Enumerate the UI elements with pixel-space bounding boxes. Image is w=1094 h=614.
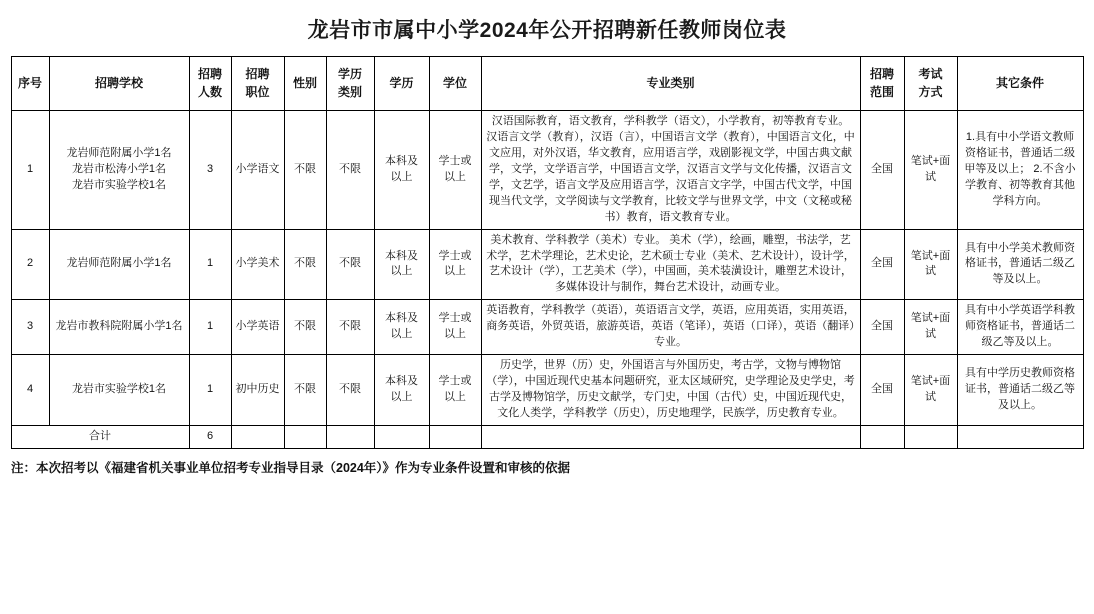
cell-category: 不限 bbox=[326, 111, 374, 230]
cell-sex: 不限 bbox=[284, 111, 326, 230]
total-blank-major bbox=[481, 425, 860, 448]
total-label: 合计 bbox=[11, 425, 189, 448]
header-other: 其它条件 bbox=[957, 57, 1083, 111]
header-scope-line2: 范围 bbox=[869, 84, 894, 99]
cell-seq: 3 bbox=[11, 300, 49, 355]
cell-exam: 笔试+面试 bbox=[904, 111, 957, 230]
total-number: 6 bbox=[189, 425, 231, 448]
school-name: 龙岩市教科院附属小学1名 bbox=[55, 320, 183, 333]
cell-number: 1 bbox=[189, 355, 231, 426]
header-scope bbox=[860, 57, 904, 111]
education-line2: 以上 bbox=[390, 328, 413, 341]
cell-major: 英语教育，学科教学（英语），英语语言文学，英语，应用英语，实用英语，商务英语，外贸英语，旅游英语，英语（笔译），英语（口译），英语（翻译）专业。 bbox=[481, 300, 860, 355]
footer-note: 注：本次招考以《福建省机关事业单位招考专业指导目录（2024年）》作为专业条件设置和审核的依据 bbox=[11, 460, 571, 475]
header-number bbox=[189, 57, 231, 111]
header-seq: 序号 bbox=[11, 57, 49, 111]
cell-other: 具有中小学美术教师资格证书，普通话二级乙等及以上。 bbox=[957, 229, 1083, 300]
header-scope-line1: 招聘 bbox=[869, 67, 894, 82]
degree-line2: 以上 bbox=[444, 328, 466, 341]
table-row bbox=[11, 229, 1083, 300]
header-number-line1: 招聘 bbox=[197, 67, 222, 82]
cell-exam: 笔试+面试 bbox=[904, 355, 957, 426]
total-blank-degree bbox=[429, 425, 481, 448]
cell-school bbox=[49, 355, 189, 426]
header-exam-line2: 方式 bbox=[918, 84, 943, 99]
cell-education bbox=[374, 300, 429, 355]
header-position-line1: 招聘 bbox=[245, 67, 270, 82]
cell-degree bbox=[429, 229, 481, 300]
cell-major: 美术教育、学科教学（美术）专业。 美术（学），绘画，雕塑，书法学，艺术学，艺术学理论，艺术史论，艺术硕士专业（美术、艺术设计），设计学，艺术设计（学），工艺美术（学），中国画，美术装潢设计，雕塑艺术设计，多媒体设计与制作，舞台艺术设计，动画专业。 bbox=[481, 229, 860, 300]
degree-line2: 以上 bbox=[444, 170, 466, 183]
total-blank-exam bbox=[904, 425, 957, 448]
school-name: 龙岩师范附属小学1名 bbox=[66, 257, 172, 270]
cell-sex: 不限 bbox=[284, 300, 326, 355]
cell-sex: 不限 bbox=[284, 229, 326, 300]
table-total-row bbox=[11, 425, 1083, 448]
cell-scope: 全国 bbox=[860, 300, 904, 355]
cell-school bbox=[49, 111, 189, 230]
header-education: 学历 bbox=[374, 57, 429, 111]
cell-scope: 全国 bbox=[860, 111, 904, 230]
cell-other: 1.具有中小学语文教师资格证书，普通话二级甲等及以上； 2.不含小学教育、初等教育其他学科方向。 bbox=[957, 111, 1083, 230]
cell-major: 历史学，世界（历）史，外国语言与外国历史，考古学，文物与博物馆（学），中国近现代史基本问题研究，亚太区域研究，史学理论及史学史，考古学及博物馆学，历史文献学，专门史，中国（古代）史，中国近现代史，文化人类学，学科教学（历史），历史地理学，民族学，历史教育专业。 bbox=[481, 355, 860, 426]
school-name: 龙岩师范附属小学1名 bbox=[66, 146, 172, 159]
table-row bbox=[11, 111, 1083, 230]
education-line1: 本科及 bbox=[385, 249, 418, 262]
degree-line1: 学士或 bbox=[438, 312, 472, 325]
cell-degree bbox=[429, 111, 481, 230]
degree-line1: 学士或 bbox=[438, 375, 472, 388]
cell-other: 具有中小学英语学科教师资格证书，普通话二级乙等及以上。 bbox=[957, 300, 1083, 355]
education-line1: 本科及 bbox=[385, 375, 418, 388]
education-line1: 本科及 bbox=[385, 312, 418, 325]
education-line1: 本科及 bbox=[385, 154, 418, 167]
cell-position: 小学语文 bbox=[231, 111, 284, 230]
header-position bbox=[231, 57, 284, 111]
cell-major: 汉语国际教育，语文教育，学科教学（语文），小学教育，初等教育专业。 汉语言文学（教育），汉语（言），中国语言文学（教育），中国语言文化，中文应用，对外汉语，华文教育，应用语言学，戏剧影视文学，中国古典文献学，文学，文学语言学，中国语言文学，汉语言文学与文化传播，汉语言文学，文艺学，语言文学及应用语言学，汉语言文字学，中国古代文学，中国现当代文学，文学阅读与文学教育，比较文学与世界文学，中文（文秘或秘书）教育，语文教育专业。 bbox=[481, 111, 860, 230]
page-title: 龙岩市市属中小学2024年公开招聘新任教师岗位表 bbox=[307, 19, 787, 42]
header-degree: 学位 bbox=[429, 57, 481, 111]
table-row bbox=[11, 300, 1083, 355]
degree-line2: 以上 bbox=[444, 391, 466, 403]
cell-scope: 全国 bbox=[860, 229, 904, 300]
header-number-line2: 人数 bbox=[197, 84, 222, 99]
cell-number: 1 bbox=[189, 229, 231, 300]
degree-line1: 学士或 bbox=[438, 154, 472, 167]
school-name: 龙岩市松涛小学1名 bbox=[71, 162, 167, 175]
school-name: 龙岩市实验学校1名 bbox=[71, 383, 167, 396]
header-school: 招聘学校 bbox=[49, 57, 189, 111]
cell-position: 初中历史 bbox=[231, 355, 284, 426]
total-blank-education bbox=[374, 425, 429, 448]
cell-degree bbox=[429, 355, 481, 426]
total-blank-category bbox=[326, 425, 374, 448]
cell-seq: 2 bbox=[11, 229, 49, 300]
total-blank-position bbox=[231, 425, 284, 448]
cell-seq: 1 bbox=[11, 111, 49, 230]
table-header-row bbox=[11, 57, 1083, 111]
cell-education bbox=[374, 229, 429, 300]
cell-seq: 4 bbox=[11, 355, 49, 426]
education-line2: 以上 bbox=[390, 391, 413, 403]
cell-degree bbox=[429, 300, 481, 355]
education-line2: 以上 bbox=[390, 265, 413, 278]
degree-line2: 以上 bbox=[444, 265, 466, 278]
cell-exam: 笔试+面试 bbox=[904, 300, 957, 355]
degree-line1: 学士或 bbox=[438, 249, 472, 262]
cell-number: 1 bbox=[189, 300, 231, 355]
cell-education bbox=[374, 355, 429, 426]
cell-other: 具有中学历史教师资格证书，普通话二级乙等及以上。 bbox=[957, 355, 1083, 426]
cell-sex: 不限 bbox=[284, 355, 326, 426]
education-line2: 以上 bbox=[390, 170, 413, 183]
cell-position: 小学英语 bbox=[231, 300, 284, 355]
cell-exam: 笔试+面试 bbox=[904, 229, 957, 300]
recruitment-table bbox=[11, 56, 1084, 449]
school-name: 龙岩市实验学校1名 bbox=[71, 178, 167, 191]
header-category-line2: 类别 bbox=[337, 84, 362, 99]
header-exam bbox=[904, 57, 957, 111]
cell-school bbox=[49, 229, 189, 300]
cell-number: 3 bbox=[189, 111, 231, 230]
header-position-line2: 职位 bbox=[245, 84, 270, 99]
cell-category: 不限 bbox=[326, 300, 374, 355]
cell-category: 不限 bbox=[326, 355, 374, 426]
header-category-line1: 学历 bbox=[337, 67, 362, 82]
table-row bbox=[11, 355, 1083, 426]
header-exam-line1: 考试 bbox=[918, 67, 943, 82]
header-sex: 性别 bbox=[284, 57, 326, 111]
header-major: 专业类别 bbox=[481, 57, 860, 111]
cell-education bbox=[374, 111, 429, 230]
cell-position: 小学美术 bbox=[231, 229, 284, 300]
cell-scope: 全国 bbox=[860, 355, 904, 426]
cell-school bbox=[49, 300, 189, 355]
total-blank-other bbox=[957, 425, 1083, 448]
total-blank-sex bbox=[284, 425, 326, 448]
header-category bbox=[326, 57, 374, 111]
total-blank-scope bbox=[860, 425, 904, 448]
cell-category: 不限 bbox=[326, 229, 374, 300]
